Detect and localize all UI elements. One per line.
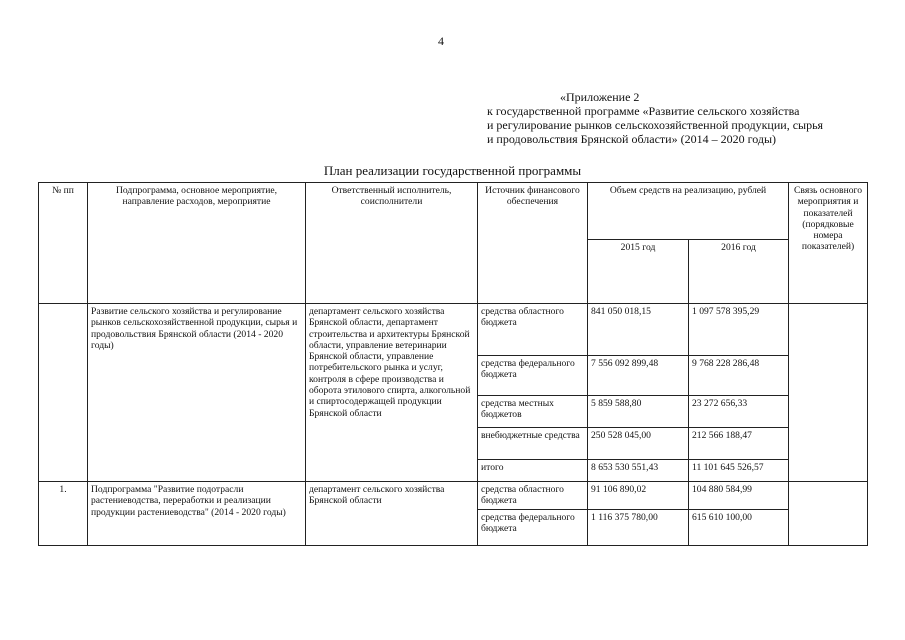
header-source: Источник финансового обеспечения [478, 183, 588, 304]
appendix-header [487, 90, 823, 146]
cell-source: внебюджетные средства [478, 428, 588, 460]
header-volume: Объем средств на реализацию, рублей [588, 183, 789, 240]
plan-table [38, 182, 868, 546]
cell-value-2016: 212 566 188,47 [689, 428, 789, 460]
header-year-2016: 2016 год [689, 240, 789, 304]
cell-value-2015: 91 106 890,02 [588, 482, 689, 510]
cell-value-2016: 104 880 584,99 [689, 482, 789, 510]
page-number: 4 [438, 34, 444, 48]
appendix-line-1: «Приложение 2 [560, 90, 640, 104]
cell-value-2016: 9 768 228 286,48 [689, 356, 789, 396]
cell-num: 1. [39, 482, 88, 546]
cell-value-2015: 841 050 018,15 [588, 304, 689, 356]
cell-executor: департамент сельского хозяйства Брянской области, департамент строительства и архитектуры Брянской области, управление ветеринарии Брянской области, управление потребительского рынка и услуг, контроля в сфере производства и оборота этилового спирта, алкогольной и спиртосодержащей продукции Брянской области [306, 304, 478, 482]
cell-value-2016: 1 097 578 395,29 [689, 304, 789, 356]
cell-value-2016: 615 610 100,00 [689, 509, 789, 545]
cell-value-2016: 23 272 656,33 [689, 396, 789, 428]
cell-value-2015: 250 528 045,00 [588, 428, 689, 460]
cell-source: средства федерального бюджета [478, 356, 588, 396]
cell-link [789, 482, 868, 546]
header-link: Связь основного мероприятия и показателей (порядковые номера показателей) [789, 183, 868, 304]
cell-source: средства областного бюджета [478, 482, 588, 510]
cell-source: средства федерального бюджета [478, 509, 588, 545]
header-executor: Ответственный исполнитель, соисполнители [306, 183, 478, 304]
table-row [39, 304, 868, 356]
cell-value-2015: 7 556 092 899,48 [588, 356, 689, 396]
table-row [39, 482, 868, 510]
document-title: План реализации государственной программы [323, 163, 582, 178]
appendix-line-2: к государственной программе «Развитие сельского хозяйства [487, 104, 800, 118]
cell-value-2015: 1 116 375 780,00 [588, 509, 689, 545]
cell-source: средства местных бюджетов [478, 396, 588, 428]
cell-value-2015: 5 859 588,80 [588, 396, 689, 428]
cell-source: итого [478, 460, 588, 482]
appendix-line-3: и регулирование рынков сельскохозяйственной продукции, сырья [487, 118, 824, 132]
header-num: № пп [39, 183, 88, 304]
cell-executor: департамент сельского хозяйства Брянской области [306, 482, 478, 546]
cell-link [789, 304, 868, 482]
header-year-2015: 2015 год [588, 240, 689, 304]
header-program: Подпрограмма, основное мероприятие, направление расходов, мероприятие [88, 183, 306, 304]
cell-program: Развитие сельского хозяйства и регулирование рынков сельскохозяйственной продукции, сырья и продовольствия Брянской области (2014 - 2020 годы) [88, 304, 306, 482]
cell-value-2016: 11 101 645 526,57 [689, 460, 789, 482]
appendix-line-4: и продовольствия Брянской области» (2014 – 2020 годы) [487, 132, 777, 146]
cell-source: средства областного бюджета [478, 304, 588, 356]
cell-value-2015: 8 653 530 551,43 [588, 460, 689, 482]
cell-num [39, 304, 88, 482]
header-row [39, 183, 868, 240]
cell-program: Подпрограмма "Развитие подотрасли растениеводства, переработки и реализации продукции растениеводства" (2014 - 2020 годы) [88, 482, 306, 546]
